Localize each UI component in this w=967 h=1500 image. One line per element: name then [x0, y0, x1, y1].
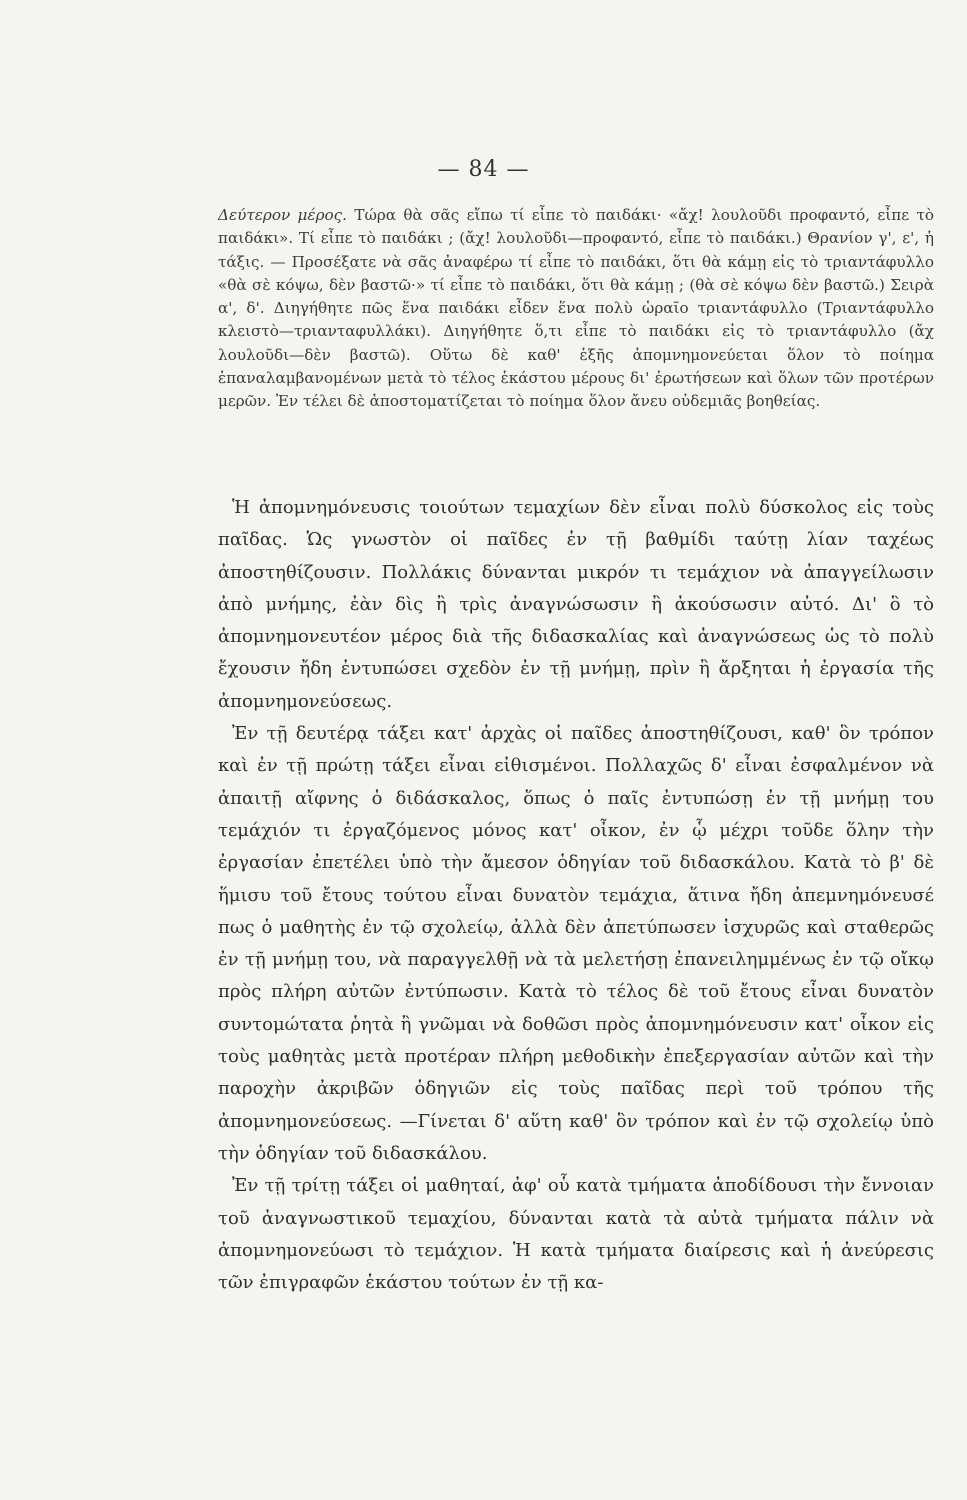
main-text-block: [218, 492, 934, 1299]
paragraph-memorization: Ἡ ἀπομνημόνευσις τοιούτων τεμαχίων δὲν εἶναι πολὺ δύσκολος εἰς τοὺς παῖδας. Ὡς γνωστὸν οἱ παῖδες ἐν τῇ βαθμίδι ταύτῃ λίαν ταχέως ἀποστηθίζουσιν. Πολλάκις δύνανται μικρόν τι τεμάχιον νὰ ἀπαγγείλωσιν ἀπὸ μνήμης, ἐὰν δὶς ἢ τρὶς ἀναγνώσωσιν ἢ ἀκούσωσιν αὐτό. Δι' ὃ τὸ ἀπομνημονευτέον μέρος διὰ τῆς διδασκαλίας καὶ ἀναγνώσεως ὡς τὸ πολὺ ἔχουσιν ἤδη ἐντυπώσει σχεδὸν ἐν τῇ μνήμῃ, πρὶν ἢ ἄρξηται ἡ ἐργασία τῆς ἀπομνημονεύσεως.: [218, 497, 934, 712]
intro-paragraph: [218, 204, 934, 414]
page-number: — 84 —: [437, 157, 530, 182]
intro-text: Τώρα θὰ σᾶς εἴπω τί εἶπε τὸ παιδάκι· «ἄχ! λουλοῦδι προφαντό, εἶπε τὸ παιδάκι». Τί εἶπε τὸ παιδάκι ; (ἄχ! λουλοῦδι—προφαντό, εἶπε τὸ παιδάκι.) Θρανίον γ', ε', ἡ τάξις. — Προσέξατε νὰ σᾶς ἀναφέρω τί εἶπε τὸ παιδάκι, ὅτι θὰ κάμῃ εἰς τὸ τριαντάφυλλο «θὰ σὲ κόψω, δὲν βαστῶ·» τί εἶπε τὸ παιδάκι, ὅτι θὰ κάμῃ ; (θὰ σὲ κόψω δὲν βαστῶ.) Σειρὰ α', δ'. Διηγήθητε πῶς ἕνα παιδάκι εἶδεν ἕνα πολὺ ὡραῖο τριαντάφυλλο (Τριαντάφυλλο κλειστὸ—τριανταφυλλάκι). Διηγήθητε ὅ,τι εἶπε τὸ παιδάκι εἰς τὸ τριαντάφυλλο (ἄχ λουλοῦδι—δὲν βαστῶ). Οὕτω δὲ καθ' ἑξῆς ἀπομνημονεύεται ὅλον τὸ ποίημα ἐπαναλαμβανομένων μετὰ τὸ τέλος ἑκάστου μέρους δι' ἐρωτήσεων καὶ ὅλων τῶν προτέρων μερῶν. Ἐν τέλει δὲ ἀποστοματίζεται τὸ ποίημα ὅλον ἄνευ οὐδεμιᾶς βοηθείας.: [218, 206, 934, 411]
dialogue-example-block: [218, 204, 934, 414]
paragraph-third-class: Ἐν τῇ τρίτῃ τάξει οἱ μαθηταί, ἀφ' οὗ κατὰ τμήματα ἀποδίδουσι τὴν ἔννοιαν τοῦ ἀναγνωστικοῦ τεμαχίου, δύνανται κατὰ τὰ αὐτὰ τμήματα πάλιν νὰ ἀπομνημονεύωσι τὸ τεμάχιον. Ἡ κατὰ τμήματα διαίρεσις καὶ ἡ ἀνεύρεσις τῶν ἐπιγραφῶν ἑκάστου τούτων ἐν τῇ κα-: [218, 1175, 934, 1294]
paragraph-second-class: Ἐν τῇ δευτέρᾳ τάξει κατ' ἀρχὰς οἱ παῖδες ἀποστηθίζουσι, καθ' ὃν τρόπον καὶ ἐν τῇ πρώτῃ τάξει εἶναι εἰθισμένοι. Πολλαχῶς δ' εἶναι ἐσφαλμένον νὰ ἀπαιτῇ αἴφνης ὁ διδάσκαλος, ὅπως ὁ παῖς ἐντυπώσῃ ἐν τῇ μνήμῃ του τεμάχιόν τι ἐργαζόμενος μόνος κατ' οἶκον, ἐν ᾧ μέχρι τοῦδε ὅλην τὴν ἐργασίαν ἐπετέλει ὑπὸ τὴν ἄμεσον ὁδηγίαν τοῦ διδασκάλου. Κατὰ τὸ β' δὲ ἥμισυ τοῦ ἔτους τούτου εἶναι δυνατὸν τεμάχια, ἅτινα ἤδη ἀπεμνημόνευσέ πως ὁ μαθητὴς ἐν τῷ σχολείῳ, ἀλλὰ δὲν ἀπετύπωσεν ἰσχυρῶς καὶ σταθερῶς ἐν τῇ μνήμῃ του, νὰ παραγγελθῇ νὰ τὰ μελετήσῃ ἐπανειλημμένως ἐν τῷ οἴκῳ πρὸς πλήρη αὐτῶν ἐντύπωσιν. Κατὰ τὸ τέλος δὲ τοῦ ἔτους εἶναι δυνατὸν συντομώτατα ῥητὰ ἢ γνῶμαι νὰ δοθῶσι πρὸς ἀπομνημόνευσιν κατ' οἶκον εἰς τοὺς μαθητὰς μετὰ προτέραν πλήρη μεθοδικὴν ἐπεξεργασίαν αὐτῶν καὶ τὴν παροχὴν ἀκριβῶν ὁδηγιῶν εἰς τοὺς παῖδας περὶ τοῦ τρόπου τῆς ἀπομνημονεύσεως. —Γίνεται δ' αὕτη καθ' ὃν τρόπον καὶ ἐν τῷ σχολείῳ ὑπὸ τὴν ὁδηγίαν τοῦ διδασκάλου.: [218, 723, 934, 1164]
section-lead: Δεύτερον μέρος.: [218, 206, 347, 224]
